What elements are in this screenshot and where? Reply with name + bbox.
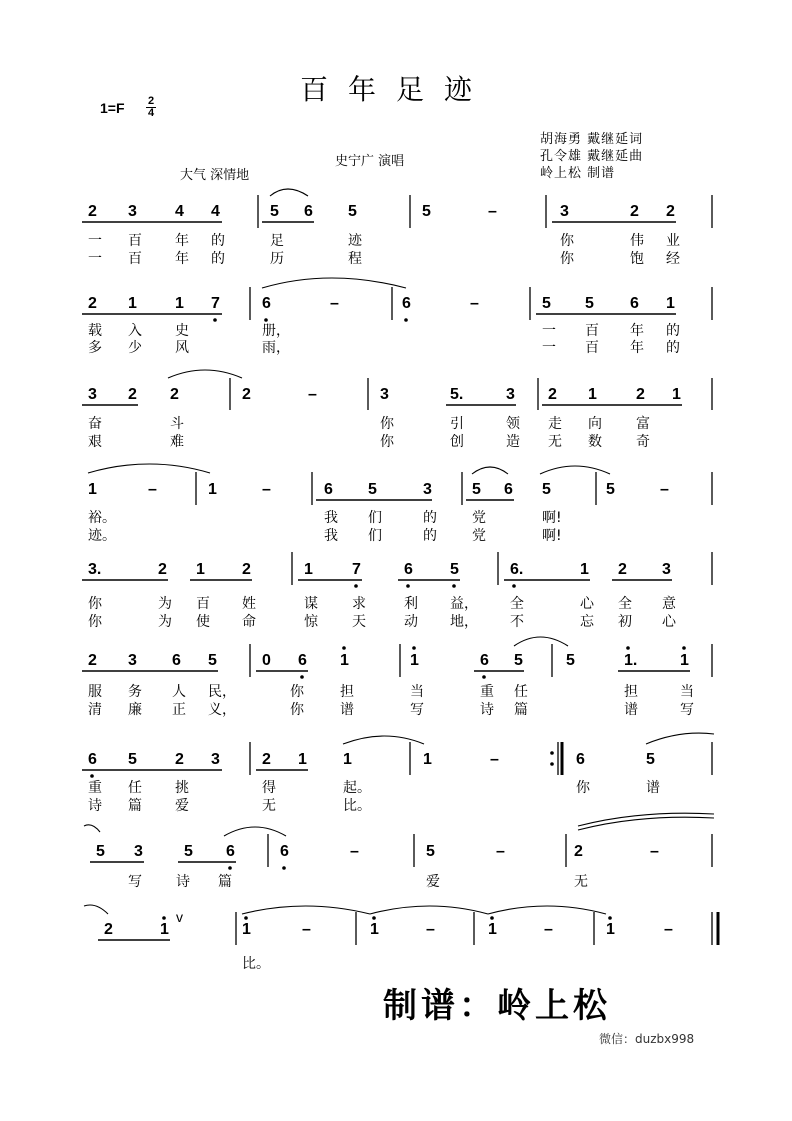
note: 2 xyxy=(242,386,251,403)
note: 2 xyxy=(630,203,639,220)
lyric-verse-1: 篇 xyxy=(218,874,232,890)
lyric-verse-2: 奇 xyxy=(636,434,650,450)
lyric-verse-1: 服 xyxy=(88,684,102,700)
lyric-verse-1: 斗 xyxy=(170,416,184,432)
lyric-verse-1: 史 xyxy=(175,323,189,339)
lyric-verse-1: 一 xyxy=(88,233,102,249)
lyric-verse-1: 向 xyxy=(588,416,602,432)
lyric-verse-1: 我 xyxy=(324,510,338,526)
note: 1 xyxy=(242,921,251,938)
time-signature-top: 2 xyxy=(147,95,155,107)
lyric-verse-1: 领 xyxy=(506,416,520,432)
lyric-verse-2: 我 xyxy=(324,528,338,544)
lyric-verse-1: 意 xyxy=(662,596,676,612)
note: 1 xyxy=(340,652,349,669)
note: 5 xyxy=(585,295,594,312)
note: 1 xyxy=(298,751,307,768)
note: 6 xyxy=(480,652,489,669)
note: 3 xyxy=(506,386,515,403)
lyric-verse-1: 册， xyxy=(262,323,290,339)
note: – xyxy=(650,843,659,860)
note: 4 xyxy=(175,203,184,220)
note: 1 xyxy=(208,481,217,498)
note: 2 xyxy=(636,386,645,403)
note: – xyxy=(470,295,479,312)
lyric-verse-1: 任 xyxy=(128,780,142,796)
note: 5 xyxy=(96,843,105,860)
time-signature-bottom: 4 xyxy=(147,107,155,119)
wechat-id: 微信：duzbx998 xyxy=(599,1032,695,1046)
lyric-verse-2: 造 xyxy=(506,434,520,450)
note: 2 xyxy=(574,843,583,860)
lyric-verse-1: 民， xyxy=(208,684,236,700)
lyric-verse-2: 地， xyxy=(450,614,478,630)
note: 5 xyxy=(542,481,551,498)
lyric-verse-2: 你 xyxy=(88,614,102,630)
lyric-verse-2: 无 xyxy=(262,798,276,814)
note: 1 xyxy=(666,295,675,312)
lyric-verse-1: 裕。 xyxy=(88,510,116,526)
lyric-verse-2: 不 xyxy=(510,614,524,630)
lyric-verse-2: 使 xyxy=(196,614,210,630)
note: 5 xyxy=(542,295,551,312)
note: 6 xyxy=(88,751,97,768)
note: 5 xyxy=(646,751,655,768)
lyric-verse-1: 百 xyxy=(196,596,210,612)
lyric-verse-2: 年 xyxy=(175,251,189,267)
note: 3 xyxy=(423,481,432,498)
lyric-verse-1: 无 xyxy=(574,874,588,890)
note: 1 xyxy=(580,561,589,578)
lyric-verse-2: 诗 xyxy=(480,702,494,718)
transcriber-signature: 制谱：岭上松 xyxy=(383,986,611,1026)
singer-credit: 史宁广 演唱 xyxy=(335,154,405,169)
note: 3 xyxy=(128,203,137,220)
lyric-verse-2: 百 xyxy=(128,251,142,267)
note: 1 xyxy=(128,295,137,312)
note: 7 xyxy=(352,561,361,578)
lyric-verse-2: 为 xyxy=(158,614,172,630)
key-signature: 1=F xyxy=(100,100,125,116)
lyric-verse-1: 党 xyxy=(472,510,486,526)
lyric-verse-1: 全 xyxy=(510,596,524,612)
note: 5 xyxy=(606,481,615,498)
lyric-verse-2: 一 xyxy=(88,251,102,267)
note: – xyxy=(330,295,339,312)
lyric-verse-2: 饱 xyxy=(630,251,644,267)
lyric-verse-1: 一 xyxy=(542,323,556,339)
lyric-verse-1: 的 xyxy=(666,323,680,339)
note: 3 xyxy=(662,561,671,578)
note: – xyxy=(496,843,505,860)
note: 3 xyxy=(88,386,97,403)
lyric-verse-2: 篇 xyxy=(128,798,142,814)
note: 6 xyxy=(504,481,513,498)
lyric-verse-2: 艰 xyxy=(88,434,102,450)
note: 5 xyxy=(368,481,377,498)
lyric-verse-1: 诗 xyxy=(176,874,190,890)
lyric-verse-1: 求 xyxy=(352,596,366,612)
note: 1 xyxy=(370,921,379,938)
note: 2 xyxy=(104,921,113,938)
lyric-verse-2: 经 xyxy=(666,251,680,267)
lyric-verse-1: 年 xyxy=(175,233,189,249)
note: 2 xyxy=(88,652,97,669)
lyric-verse-2: 爱 xyxy=(175,798,189,814)
lyric-verse-2: 迹。 xyxy=(88,528,116,544)
lyric-verse-1: 挑 xyxy=(175,780,189,796)
lyric-verse-1: 走 xyxy=(548,416,562,432)
note: 2 xyxy=(128,386,137,403)
lyric-verse-1: 你 xyxy=(380,416,394,432)
note: 1. xyxy=(624,652,638,669)
note: 5. xyxy=(450,386,464,403)
lyric-verse-2: 年 xyxy=(630,340,644,356)
lyric-verse-2: 诗 xyxy=(88,798,102,814)
lyric-verse-1: 益， xyxy=(450,596,478,612)
note: 6 xyxy=(172,652,181,669)
note: 6 xyxy=(262,295,271,312)
lyric-verse-2: 百 xyxy=(585,340,599,356)
note: – xyxy=(490,751,499,768)
note: 2 xyxy=(666,203,675,220)
note: 1 xyxy=(175,295,184,312)
note: 0 xyxy=(262,652,271,669)
lyric-verse-2: 你 xyxy=(380,434,394,450)
lyric-verse-1: 人 xyxy=(172,684,186,700)
lyric-verse-1: 爱 xyxy=(426,874,440,890)
lyric-verse-2: 多 xyxy=(88,340,102,356)
note: 6 xyxy=(298,652,307,669)
note: 2 xyxy=(618,561,627,578)
lyric-verse-1: 业 xyxy=(666,233,680,249)
note: – xyxy=(544,921,553,938)
lyricist-credit: 胡海勇 戴继延词 xyxy=(540,132,644,147)
note: 2 xyxy=(88,203,97,220)
lyric-verse-2: 你 xyxy=(290,702,304,718)
lyric-verse-1: 为 xyxy=(158,596,172,612)
lyric-verse-2: 一 xyxy=(542,340,556,356)
note: 1 xyxy=(196,561,205,578)
composer-credit: 孔令雄 戴继延曲 xyxy=(540,149,644,164)
note: 6 xyxy=(304,203,313,220)
lyric-verse-1: 写 xyxy=(128,874,142,890)
lyric-verse-1: 你 xyxy=(576,780,590,796)
lyric-verse-1: 比。 xyxy=(242,956,270,972)
note: 3 xyxy=(211,751,220,768)
note: 2 xyxy=(242,561,251,578)
lyric-verse-2: 无 xyxy=(548,434,562,450)
lyric-verse-2: 的 xyxy=(211,251,225,267)
lyric-verse-2: 义， xyxy=(208,702,236,718)
lyric-verse-2: 天 xyxy=(352,614,366,630)
tempo-marking: 大气 深情地 xyxy=(180,168,250,183)
note: 3 xyxy=(134,843,143,860)
note: 1 xyxy=(588,386,597,403)
note: 5 xyxy=(514,652,523,669)
note: 3. xyxy=(88,561,102,578)
lyric-verse-2: 的 xyxy=(666,340,680,356)
lyric-verse-1: 载 xyxy=(88,323,102,339)
note: 2 xyxy=(175,751,184,768)
lyric-verse-2: 党 xyxy=(472,528,486,544)
note: 5 xyxy=(184,843,193,860)
lyric-verse-1: 当 xyxy=(410,684,424,700)
lyric-verse-1: 重 xyxy=(480,684,494,700)
lyric-verse-1: 起。 xyxy=(343,780,371,796)
lyric-verse-1: 年 xyxy=(630,323,644,339)
note: – xyxy=(148,481,157,498)
note: 1 xyxy=(160,921,169,938)
note: 5 xyxy=(422,203,431,220)
note: – xyxy=(350,843,359,860)
lyric-verse-2: 写 xyxy=(410,702,424,718)
lyric-verse-2: 数 xyxy=(588,434,602,450)
lyric-verse-2: 篇 xyxy=(514,702,528,718)
lyric-verse-1: 入 xyxy=(128,323,142,339)
note: 7 xyxy=(211,295,220,312)
note: 5 xyxy=(208,652,217,669)
lyric-verse-1: 当 xyxy=(680,684,694,700)
note: 6 xyxy=(324,481,333,498)
lyric-verse-1: 百 xyxy=(585,323,599,339)
lyric-verse-1: 的 xyxy=(211,233,225,249)
note: 3 xyxy=(128,652,137,669)
note: 5 xyxy=(566,652,575,669)
note: 1 xyxy=(680,652,689,669)
lyric-verse-1: 任 xyxy=(514,684,528,700)
lyric-verse-1: 百 xyxy=(128,233,142,249)
lyric-verse-2: 比。 xyxy=(343,798,371,814)
lyric-verse-1: 姓 xyxy=(242,596,256,612)
lyric-verse-1: 利 xyxy=(404,596,418,612)
lyric-verse-1: 得 xyxy=(262,780,276,796)
lyric-verse-2: 创 xyxy=(450,434,464,450)
lyric-verse-2: 廉 xyxy=(128,702,142,718)
lyric-verse-2: 动 xyxy=(404,614,418,630)
lyric-verse-1: 担 xyxy=(624,684,638,700)
lyric-verse-1: 迹 xyxy=(348,233,362,249)
lyric-verse-2: 写 xyxy=(680,702,694,718)
lyric-verse-2: 命 xyxy=(242,614,256,630)
lyric-verse-1: 你 xyxy=(560,233,574,249)
lyric-verse-1: 心 xyxy=(580,596,594,612)
lyric-verse-1: 引 xyxy=(450,416,464,432)
note: – xyxy=(262,481,271,498)
note: – xyxy=(426,921,435,938)
note: – xyxy=(664,921,673,938)
lyric-verse-2: 惊 xyxy=(304,614,318,630)
lyric-verse-1: 奋 xyxy=(88,416,102,432)
lyric-verse-2: 谱 xyxy=(340,702,354,718)
note: 5 xyxy=(128,751,137,768)
note: 3 xyxy=(380,386,389,403)
note: 4 xyxy=(211,203,220,220)
note: 6 xyxy=(226,843,235,860)
lyric-verse-1: 务 xyxy=(128,684,142,700)
note: 6 xyxy=(630,295,639,312)
note: 1 xyxy=(672,386,681,403)
lyric-verse-2: 清 xyxy=(88,702,102,718)
note: 6 xyxy=(280,843,289,860)
lyric-verse-1: 谱 xyxy=(646,780,660,796)
lyric-verse-2: 啊! xyxy=(542,528,562,544)
note: 1 xyxy=(304,561,313,578)
song-title: 百年足迹 xyxy=(299,73,492,106)
note: 2 xyxy=(88,295,97,312)
note: 1 xyxy=(88,481,97,498)
note: 1 xyxy=(410,652,419,669)
lyric-verse-1: 们 xyxy=(368,510,382,526)
note: 2 xyxy=(170,386,179,403)
lyric-verse-2: 正 xyxy=(172,702,186,718)
note: – xyxy=(308,386,317,403)
note: 3 xyxy=(560,203,569,220)
lyric-verse-1: 全 xyxy=(618,596,632,612)
transcriber-credit: 岭上松 制谱 xyxy=(540,166,616,181)
lyric-verse-2: 们 xyxy=(368,528,382,544)
note: 6 xyxy=(404,561,413,578)
lyric-verse-2: 你 xyxy=(560,251,574,267)
note: 1 xyxy=(606,921,615,938)
lyric-verse-2: 忘 xyxy=(580,614,594,630)
lyric-verse-1: 啊! xyxy=(542,510,562,526)
note: – xyxy=(302,921,311,938)
lyric-verse-1: 重 xyxy=(88,780,102,796)
note: 6 xyxy=(402,295,411,312)
note: 1 xyxy=(423,751,432,768)
lyric-verse-1: 富 xyxy=(636,416,650,432)
breath-mark: v xyxy=(176,909,183,925)
lyric-verse-2: 谱 xyxy=(624,702,638,718)
note: 5 xyxy=(426,843,435,860)
note: 2 xyxy=(262,751,271,768)
lyric-verse-1: 伟 xyxy=(630,233,644,249)
note: 1 xyxy=(488,921,497,938)
lyric-verse-2: 程 xyxy=(348,251,362,267)
note: – xyxy=(660,481,669,498)
note: 5 xyxy=(472,481,481,498)
note: 5 xyxy=(450,561,459,578)
lyric-verse-2: 心 xyxy=(662,614,676,630)
lyric-verse-2: 历 xyxy=(270,251,284,267)
lyric-verse-2: 少 xyxy=(128,340,142,356)
lyric-verse-1: 你 xyxy=(88,596,102,612)
lyric-verse-2: 难 xyxy=(170,434,184,450)
note: 2 xyxy=(548,386,557,403)
note: 6. xyxy=(510,561,524,578)
lyric-verse-1: 谋 xyxy=(304,596,318,612)
lyric-verse-1: 的 xyxy=(423,510,437,526)
lyric-verse-1: 你 xyxy=(290,684,304,700)
lyric-verse-2: 初 xyxy=(618,614,632,630)
note: 5 xyxy=(348,203,357,220)
lyric-verse-2: 的 xyxy=(423,528,437,544)
note: 2 xyxy=(158,561,167,578)
note: 6 xyxy=(576,751,585,768)
note: 5 xyxy=(270,203,279,220)
lyric-verse-2: 雨， xyxy=(262,340,290,356)
note: – xyxy=(488,203,497,220)
lyric-verse-1: 担 xyxy=(340,684,354,700)
lyric-verse-2: 风 xyxy=(175,340,189,356)
note: 1 xyxy=(343,751,352,768)
lyric-verse-1: 足 xyxy=(270,233,284,249)
